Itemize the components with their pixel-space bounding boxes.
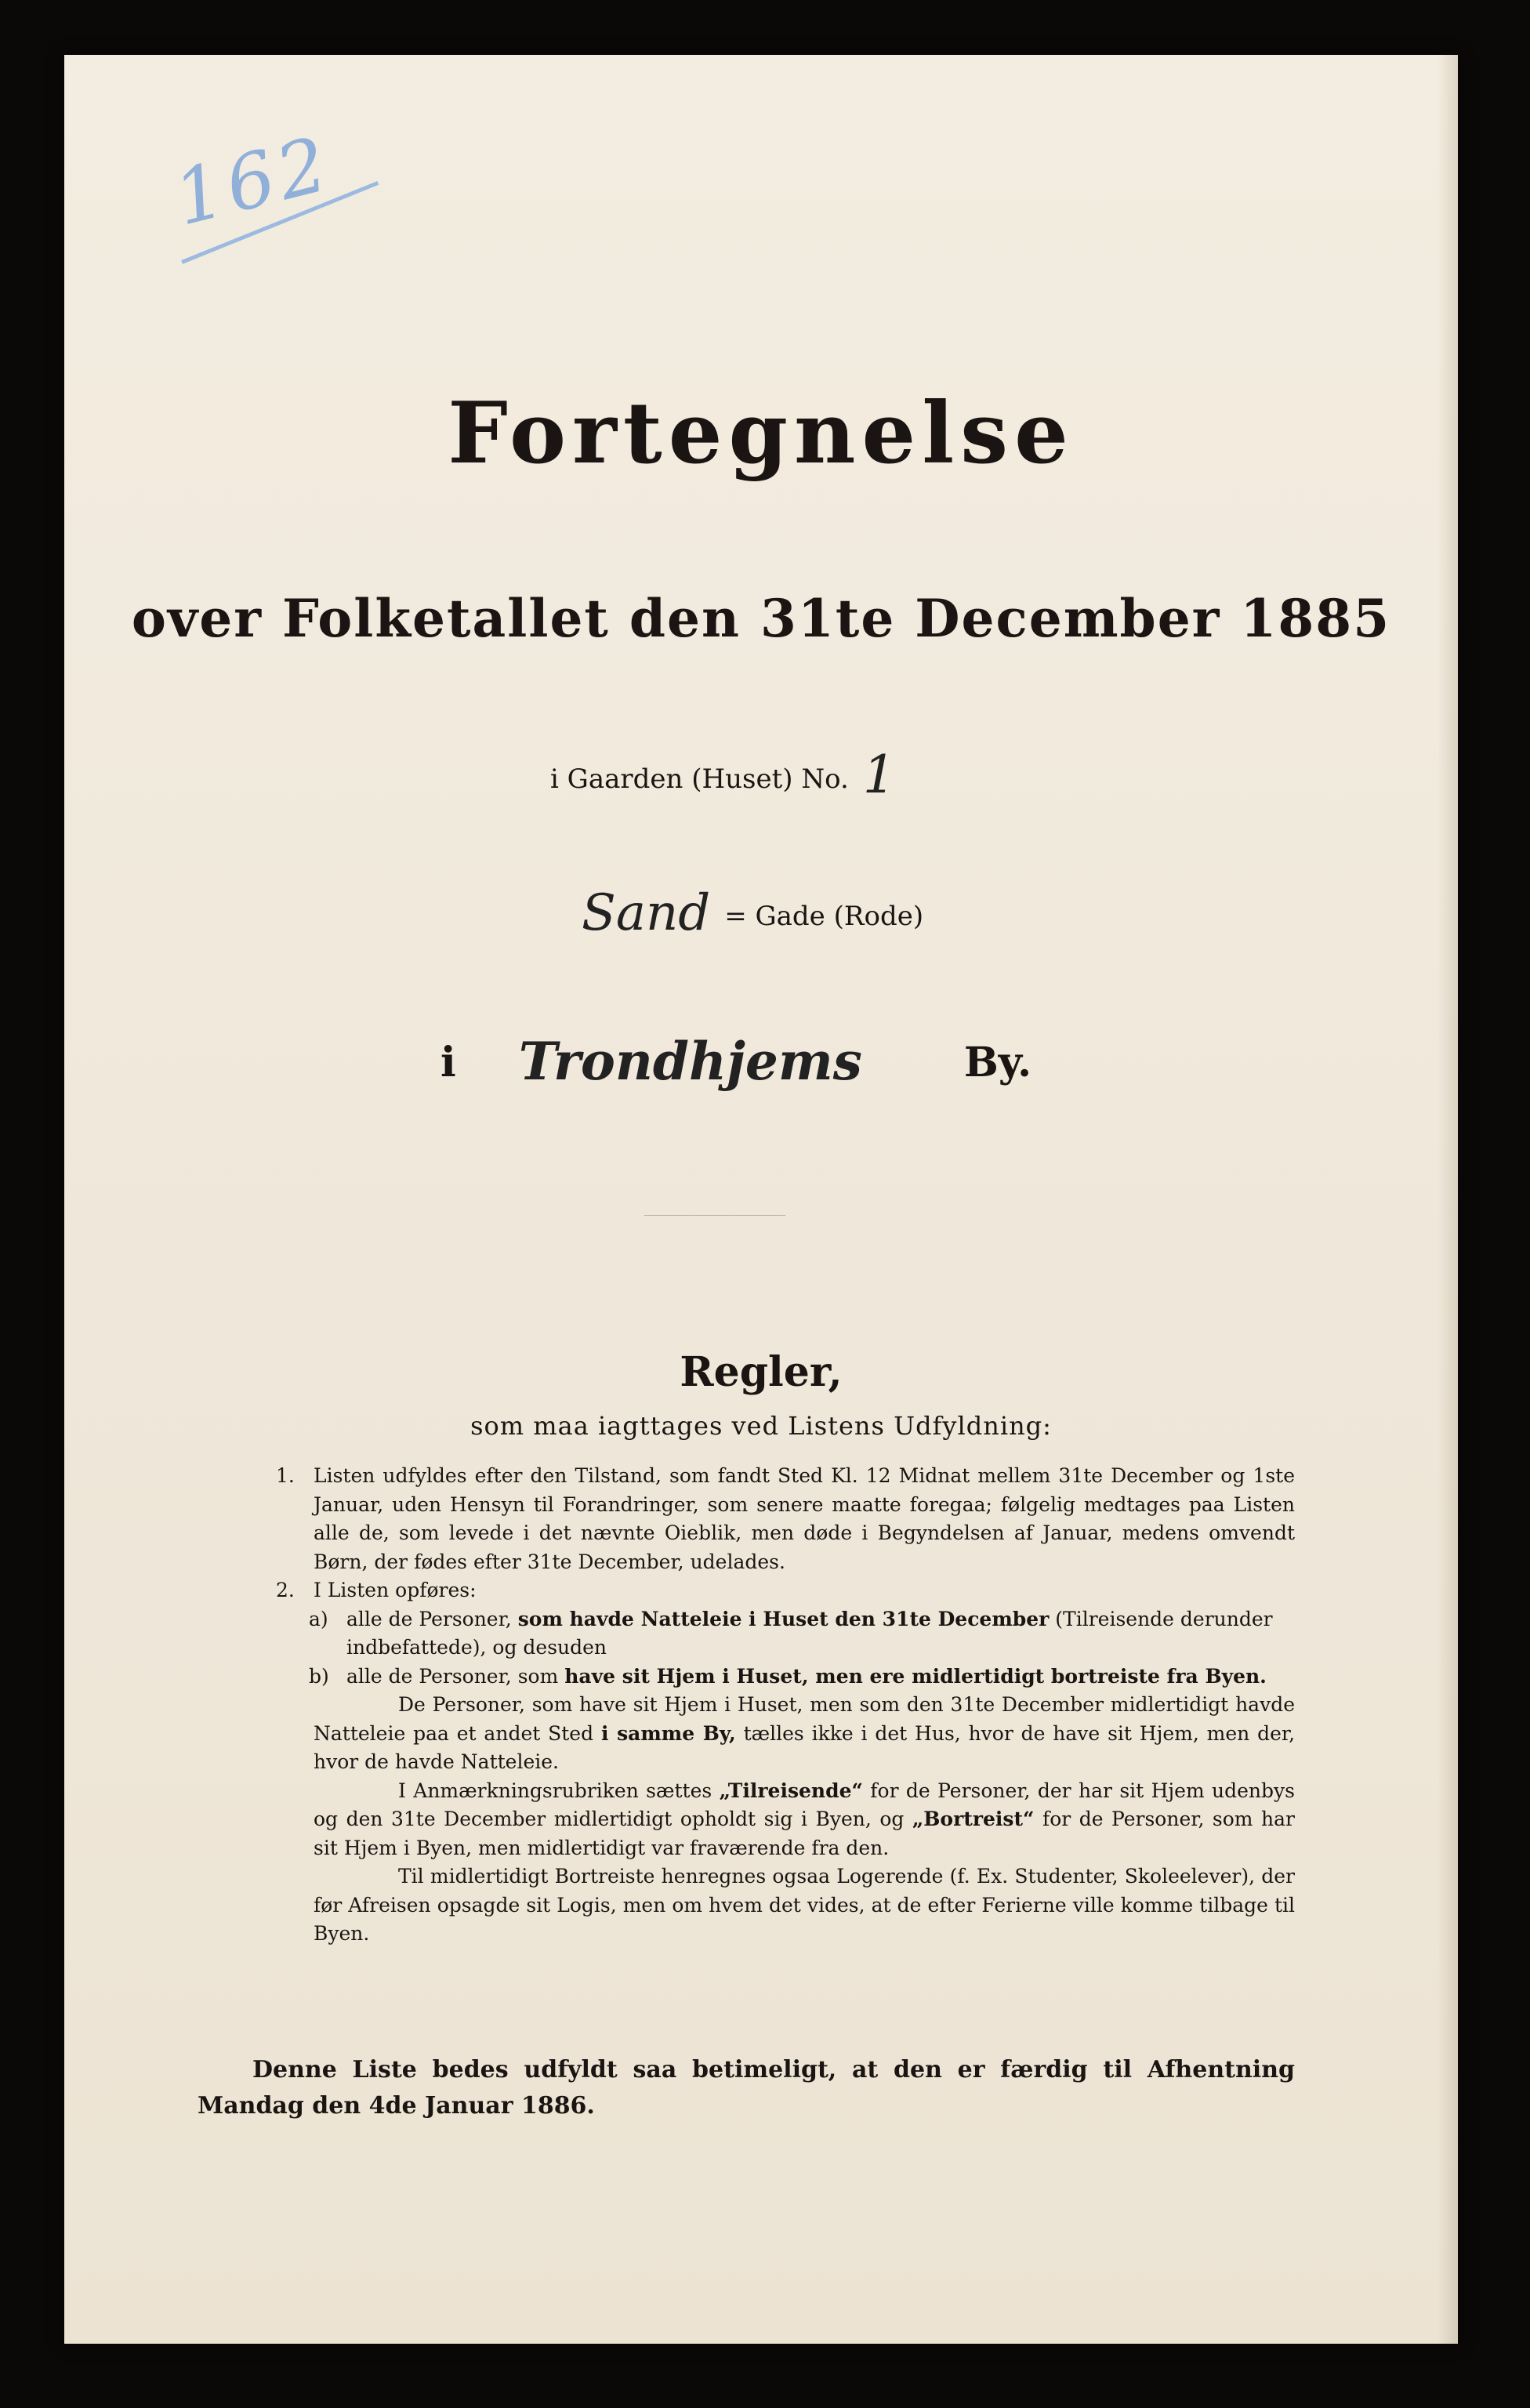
paragraph-2-bold-1: „Tilreisende“ [719, 1779, 863, 1802]
footer-notice [198, 2052, 1295, 2124]
footer-line-2: Mandag den 4de Januar 1886. [198, 2092, 595, 2120]
form-title: Fortegnelse [448, 384, 1075, 483]
archive-number-annotation: 162 [165, 119, 340, 243]
rule-2a-post: (Tilreisende derunder indbefattede), og desuden [346, 1607, 1273, 1659]
rule-paragraph-2 [276, 1777, 1295, 1863]
rule-1 [276, 1462, 1295, 1576]
city-name-value: Trondhjems [518, 1031, 862, 1092]
paragraph-2-b: for de Personer, der har sit Hjem udenbys og den 31te December midlertidigt opholdt sig i Byen, og [314, 1779, 1295, 1830]
house-number-label: i Gaarden (Huset) No. [550, 763, 849, 795]
rules-subtitle: som maa iagttages ved Listens Udfyldning: [470, 1411, 1052, 1441]
rule-paragraph-1 [276, 1691, 1295, 1777]
paragraph-3-text: Til midlertidigt Bortreiste henregnes ogsaa Logerende (f. Ex. Studenter, Skoleelever), der før Afreisen opsagde sit Logis, men om hvem det vides, at de efter Ferierne ville komme tilbage til Byen. [314, 1865, 1295, 1945]
street-line [582, 884, 923, 942]
paragraph-2-a: I Anmærkningsrubriken sættes [398, 1779, 712, 1802]
house-number-line [550, 745, 896, 805]
paragraph-1-a: De Personer, som have sit Hjem i Huset, men som den 31te December midlertidigt havde Natteleie paa et andet Sted [314, 1693, 1295, 1745]
paragraph-2-c: for de Personer, som har sit Hjem i Byen, men midlertidigt var fraværende fra den. [314, 1808, 1295, 1859]
rule-1-number: 1. [276, 1464, 295, 1487]
paragraph-1-b: tælles ikke i det Hus, hvor de have sit Hjem, men der, hvor de havde Natteleie. [314, 1721, 1296, 1773]
city-suffix: By. [963, 1039, 1032, 1086]
rule-2-number: 2. [276, 1579, 295, 1601]
rules-title: Regler, [680, 1348, 843, 1396]
street-name-value: Sand [582, 884, 711, 942]
rule-2a-pre: alle de Personer, [346, 1607, 512, 1630]
city-line [441, 1031, 1146, 1092]
rule-2b-bold: have sit Hjem i Huset, men ere midlertidigt bortreiste fra Byen. [564, 1664, 1267, 1688]
rule-2a-label: a) [309, 1607, 328, 1630]
paragraph-1-bold: i samme By, [600, 1721, 736, 1745]
rule-paragraph-3 [276, 1862, 1295, 1949]
rule-2-intro: I Listen opføres: [314, 1579, 477, 1601]
house-number-value: 1 [862, 745, 896, 805]
census-form-page [64, 55, 1458, 2344]
divider-rule [644, 1215, 785, 1216]
rule-2b-label: b) [309, 1664, 329, 1688]
rule-1-text: Listen udfyldes efter den Tilstand, som fandt Sted Kl. 12 Midnat mellem 31te December og 1ste Januar, uden Hensyn til Forandringer, som senere maatte foregaa; følgelig medtages paa Listen alle de, som levede i det nævnte Oieblik, men døde i Begyndelsen af Januar, medens omvendt Børn, der fødes efter 31te December, udelades. [314, 1464, 1295, 1573]
rule-2a [276, 1605, 1295, 1663]
footer-line-1: Denne Liste bedes udfyldt saa betimeligt, at den er færdig til Afhentning [252, 2056, 1295, 2083]
rule-2b [276, 1663, 1295, 1692]
paragraph-2-bold-2: „Bortreist“ [912, 1808, 1035, 1830]
city-prefix: i [441, 1039, 456, 1086]
rule-2b-pre: alle de Personer, som [346, 1664, 559, 1688]
form-subtitle: over Folketallet den 31te December 1885 [131, 588, 1391, 649]
street-label: = Gade (Rode) [724, 901, 924, 932]
rule-2a-bold: som havde Natteleie i Huset den 31te December [517, 1607, 1050, 1630]
rule-2 [276, 1576, 1295, 1605]
rules-body [276, 1462, 1295, 1949]
